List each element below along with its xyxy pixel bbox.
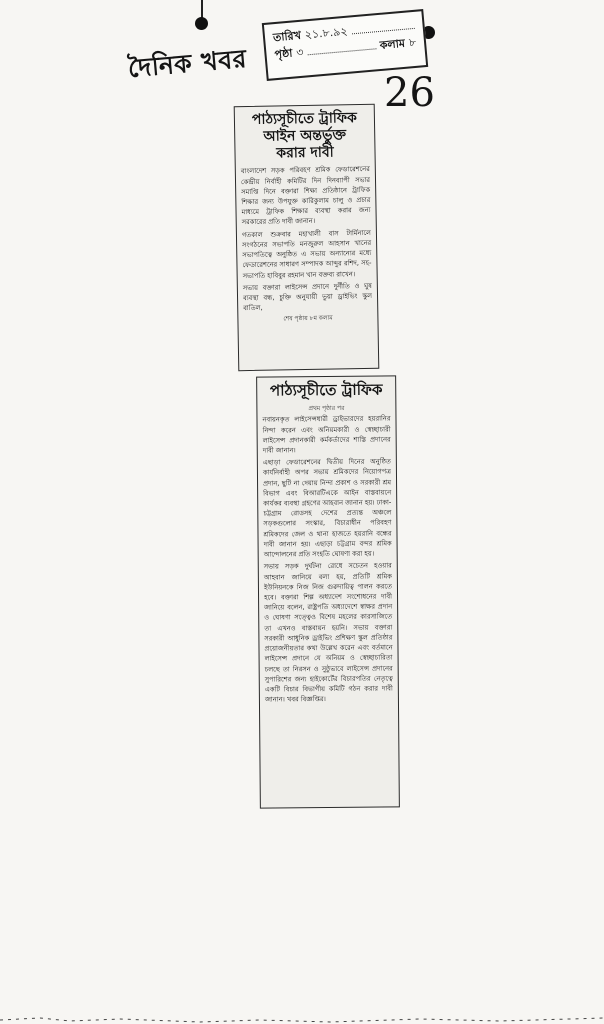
stamp-dotted-line: [351, 17, 415, 34]
continued-from-note: প্রথম পৃষ্ঠার পর: [308, 404, 345, 413]
scan-noise: [0, 1010, 604, 1024]
article-paragraph: নবায়নকৃত লাইসেন্সধারী ড্রাইভারদের হয়রানির নিন্দা করেন এবং অনিয়মকারী ও স্বেচ্ছাচারী লাইসেন্স প্রদানকারী কর্মকর্তাদের শাস্তি প্রদানের দাবী জানান।: [262, 414, 391, 455]
headline-line-1: পাঠ্যসূচীতে ট্রাফিক: [251, 110, 358, 128]
article-paragraph: এছাড়া ফেডারেশনের দ্বিতীয় দিনের অনুষ্ঠিত কার্যনির্বাহী অপর সভায় শ্রমিকদের নিয়োগপত্র প্রদান, ছুটি না দেয়ায় নিন্দা প্রকাশ ও সরকারী শ্রম বিভাগ এবং বিআরটিএকে আইন বাস্তবায়নে কার্যকর ব্যবস্থা গ্রহণের আহবান জানান হয়। ঢাকা-চট্টগ্রাম রোডসহ দেশের প্রত্যন্ত অঞ্চলে সড়কগুলোর সংস্কার, বিচারাধীন পরিবহণ শ্রমিকদের জেল ও থানা হাজতে হয়রানি বন্ধের দাবী জানান হয়। এছাড়া চট্টগ্রাম বন্দর শ্রমিক আন্দোলনের প্রতি সংহতি ঘোষণা করা হয়।: [262, 457, 392, 559]
headline-line-1: পাঠ্যসূচীতে ট্রাফিক: [269, 380, 383, 400]
clipping-body: [257, 400, 398, 709]
stamp-page-label: পৃষ্ঠা: [274, 46, 293, 62]
clipping-body: [236, 162, 378, 328]
stamp-column-value: ৮: [408, 35, 417, 50]
stamp-column-label: কলাম: [379, 36, 406, 52]
article-paragraph: সভায় বক্তারা লাইসেন্স প্রদানে দুর্নীতি ও ঘুষ ব্যবস্থা বন্ধ, চুক্তি অনুযায়ী ভুয়া ড্রাইভিং স্কুল বাতিল,: [242, 281, 373, 313]
news-clipping-part-two: [256, 375, 400, 808]
stamp-date-value: ২১.৮.৯২: [304, 24, 348, 42]
clipping-headline: [257, 376, 395, 401]
handwritten-reference-number: 26: [384, 70, 435, 116]
article-paragraph: সভায় সড়ক দুর্ঘটনা রোধে সচেতন হওয়ার আহবান জানিয়ে বলা হয়, প্রতিটি শ্রমিক ইউনিয়নকে নিজ নিজ গুরুদায়িত্ব পালন করতে হবে। বক্তারা শিল্প অধ্যাদেশ সংশোধনের দাবী জানিয়ে বলেন, রাষ্ট্রপতি অধ্যাদেশে স্বাক্ষর প্রদান ও ঘোষণা সত্ত্বেও বিশেষ মহলের কারসাজিতে তা এখনও বাস্তবায়ন হয়নি। সভায় বক্তারা সরকারী আধুনিক ড্রাইভিং প্রশিক্ষণ স্কুল প্রতিষ্ঠার প্রয়োজনীয়তার কথা উল্লেখ করেন এবং বর্তমানে লাইসেন্স প্রদানে যে অনিয়ম ও স্বেচ্ছাচারিতা চলছে তা নিরসন ও সুষ্ঠুভাবে লাইসেন্স প্রদানের সুপারিশের জন্য হাইকোর্টের বিচারপতির নেতৃত্বে একটি বিচার বিভাগীয় কমিটি গঠন করার দাবী জানান। খবর বিজ্ঞপ্তির।: [263, 561, 393, 704]
newspaper-name: দৈনিক খবর: [126, 43, 248, 84]
article-paragraph: গতকাল শুক্রবার মহাখালী বাস টার্মিনালে সংগঠনের সভাপতি মনজুরুল আহসান খানের সভাপতিত্বে অনুষ্ঠিত এ সভায় অন্যান্যের মধ্যে ফেডারেশনের সাধারণ সম্পাদক আব্দুর রশিদ, সহ-সভাপতি হাবিবুর রহমান খান বক্তব্য রাখেন।: [241, 228, 372, 280]
news-clipping-part-one: [234, 104, 380, 371]
continuation-note: শেষ পৃষ্ঠায় ৮ম কলাম: [283, 315, 333, 323]
article-paragraph: বাংলাদেশ সড়ক পরিবহণ শ্রমিক ফেডারেশনের কেন্দ্রীয় নির্বাহী কমিটির দিন দিনব্যাপী সভার সমাপ্তি দিনে বক্তারা শিক্ষা প্রতিষ্ঠানে ট্রাফিক শিক্ষার জন্য উপযুক্ত কারিকুলাম চালু ও প্রচার মাধ্যমে ট্রাফিক শিক্ষার ব্যবস্থা করার জন্য সরকারের প্রতি দাবী জানান।: [240, 165, 371, 227]
stamp-page-value: ৩: [295, 45, 305, 60]
stamp-date-label: তারিখ: [272, 28, 302, 45]
headline-line-3: করার দাবী: [276, 144, 334, 162]
pin-mark-left: [195, 17, 208, 30]
headline-line-2: আইন অন্তর্ভুক্ত: [263, 127, 347, 145]
clipping-headline: [235, 105, 375, 165]
